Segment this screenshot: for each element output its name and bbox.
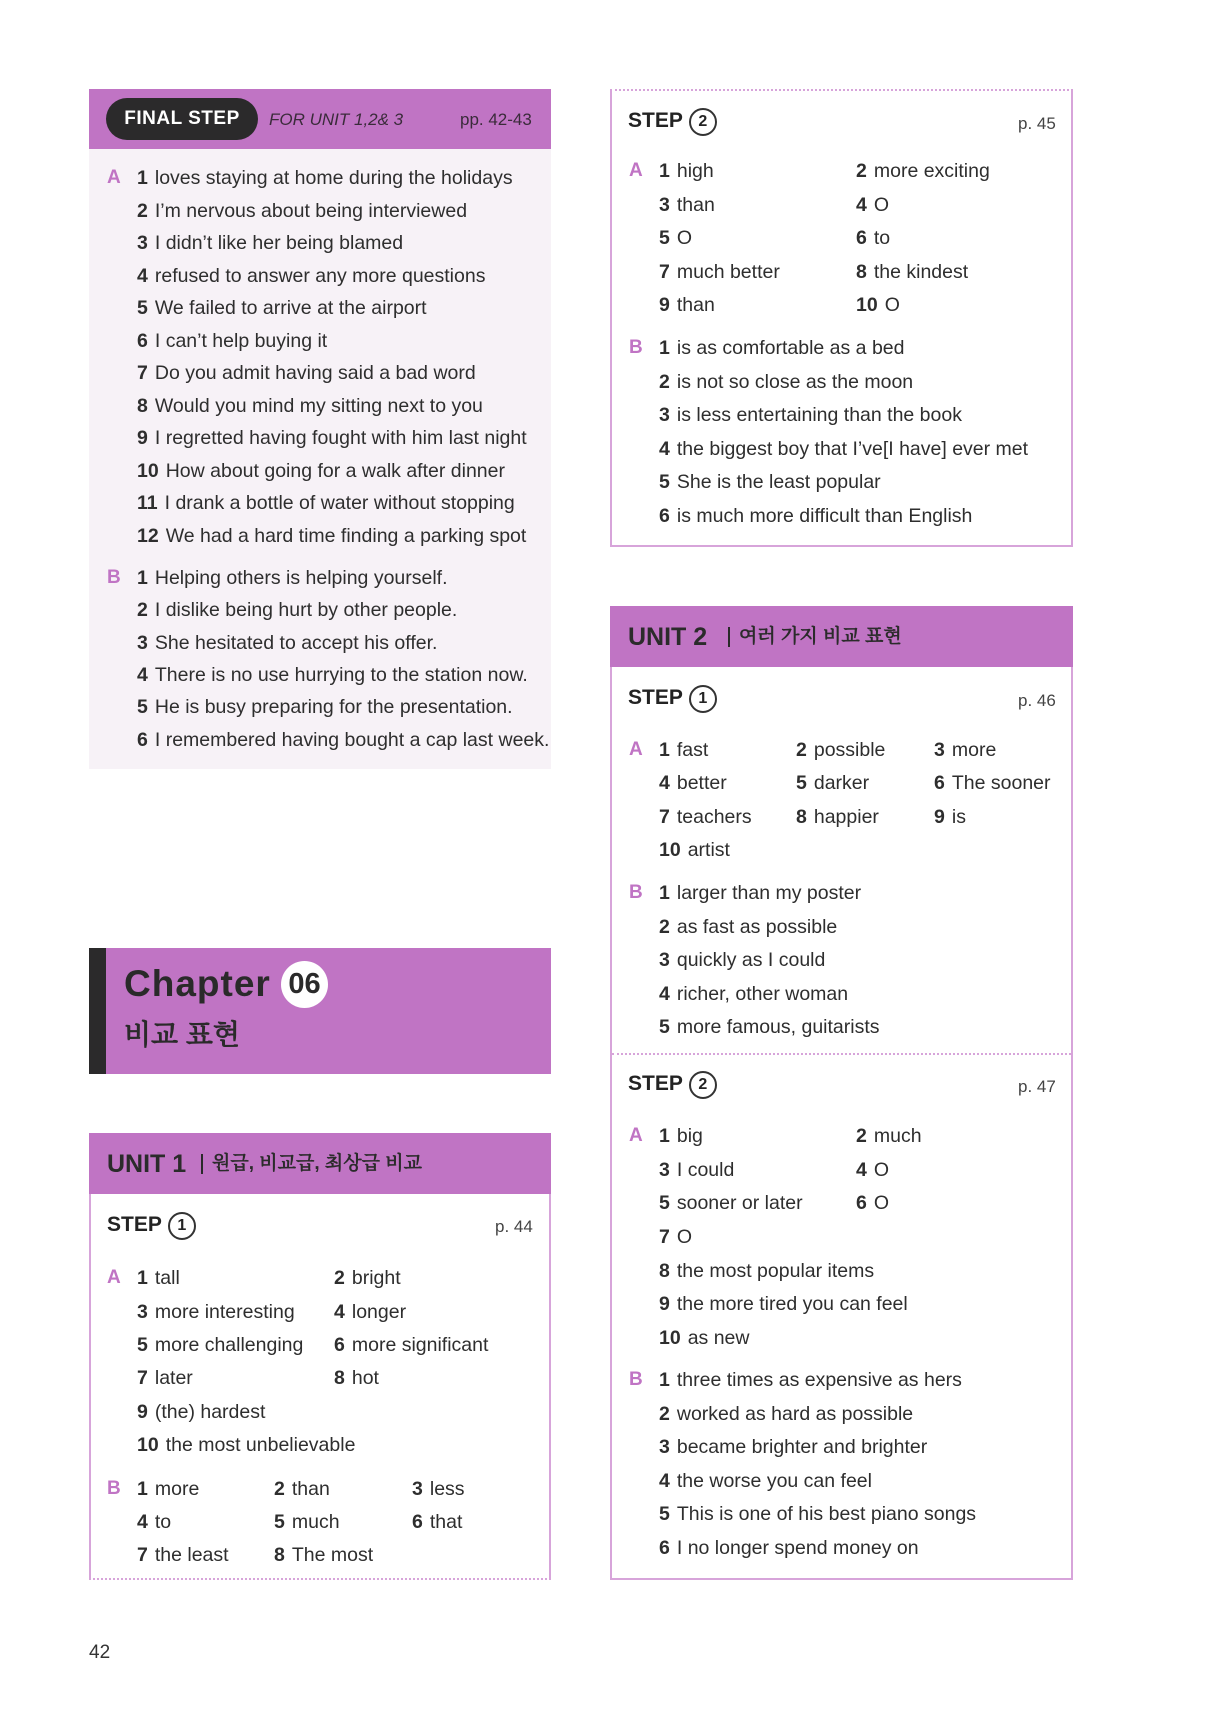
unit1-page: p. 44 [495, 1217, 533, 1236]
step-label: STEP [628, 686, 683, 709]
unit2-title: 여러 가지 비교 표현 [739, 626, 902, 647]
answer-number: 12 [137, 524, 159, 547]
answer-text: the biggest boy that I’ve[I have] ever met [676, 437, 1029, 460]
answer-number: 2 [334, 1267, 345, 1289]
answer-text: I dislike being hurt by other people. [154, 599, 458, 622]
answer-number: 3 [659, 1159, 670, 1181]
answer-text: artist [687, 839, 730, 861]
answer-number: 6 [856, 227, 867, 249]
answer-item [137, 1333, 303, 1357]
answer-item [659, 838, 730, 862]
answer-text: She hesitated to accept his offer. [154, 631, 438, 654]
answer-text: more [951, 739, 997, 761]
answer-text: Would you mind my sitting next to you [154, 394, 483, 417]
answer-item [659, 370, 913, 394]
unit1-step2-page: p. 45 [1018, 114, 1056, 133]
unit2-step-separator [612, 1053, 1071, 1055]
answer-number: 6 [934, 772, 945, 794]
answer-text: Do you admit having said a bad word [154, 362, 476, 384]
answer-text: much better [676, 261, 780, 283]
answer-text: teachers [676, 806, 752, 828]
section-letter: B [107, 567, 121, 588]
section-letter: A [107, 167, 121, 188]
answer-item [796, 738, 885, 762]
answer-item [137, 361, 476, 385]
answer-text: hot [351, 1367, 379, 1389]
answer-number: 3 [659, 949, 670, 972]
answer-item [137, 1433, 355, 1457]
answer-number: 6 [856, 1192, 867, 1214]
answer-item [659, 260, 780, 284]
final-step-subtitle: FOR UNIT 1,2& 3 [269, 110, 404, 129]
answer-item [137, 199, 467, 223]
answer-text: I could [676, 1159, 735, 1181]
answer-text: There is no use hurrying to the station now. [154, 663, 528, 686]
answer-number: 3 [659, 1436, 670, 1459]
answer-text: happier [813, 806, 879, 828]
answer-number: 2 [796, 739, 807, 761]
section-letter: A [629, 160, 643, 181]
answer-item [659, 1015, 880, 1039]
answer-text: (the) hardest [154, 1401, 266, 1423]
answer-text: three times as expensive as hers [676, 1369, 962, 1391]
answer-number: 1 [659, 1125, 670, 1147]
answer-text: O [873, 1159, 890, 1181]
answer-text: We failed to arrive at the airport [154, 297, 427, 319]
answer-number: 1 [137, 1478, 148, 1500]
answer-text: I’m nervous about being interviewed [154, 199, 468, 222]
answer-number: 8 [137, 394, 148, 417]
answer-item [137, 1300, 295, 1324]
answer-text: I no longer spend money on [676, 1537, 919, 1559]
answer-item [659, 193, 715, 217]
answer-item [659, 1225, 692, 1249]
answer-number: 5 [659, 471, 670, 494]
unit2-step2-page: p. 47 [1018, 1077, 1056, 1096]
answer-text: the kindest [873, 261, 969, 283]
section-letter: B [629, 337, 643, 358]
answer-text: quickly as I could [676, 949, 826, 972]
chapter-word: Chapter [124, 963, 271, 1004]
answer-item [856, 1124, 922, 1148]
answer-item [856, 293, 900, 317]
chapter-title: 비교 표현 [124, 1019, 240, 1050]
answer-text: the more tired you can feel [676, 1293, 908, 1315]
answer-text: O [676, 1226, 693, 1248]
answer-number: 7 [137, 1544, 148, 1566]
section-letter: B [107, 1478, 121, 1499]
answer-text: to [154, 1511, 172, 1533]
answer-item [934, 738, 996, 762]
answer-number: 10 [856, 294, 878, 316]
answer-text: the worse you can feel [676, 1469, 872, 1492]
answer-text: refused to answer any more questions [154, 264, 486, 287]
answer-item [856, 193, 889, 217]
answer-number: 10 [659, 839, 681, 861]
answer-item [659, 915, 837, 939]
answer-number: 10 [137, 459, 159, 482]
answer-text: more famous, guitarists [676, 1016, 880, 1039]
answer-item [137, 598, 457, 622]
answer-text: less [429, 1478, 465, 1500]
answer-item [659, 805, 752, 829]
answer-item [137, 1477, 199, 1501]
answer-item [856, 1158, 889, 1182]
answer-text: is much more difficult than English [676, 505, 973, 527]
answer-item [659, 881, 861, 905]
answer-item [659, 226, 692, 250]
answer-item [137, 1400, 265, 1424]
answer-item [659, 504, 972, 528]
answer-item [137, 695, 513, 719]
answer-item [137, 663, 528, 687]
answer-item [137, 296, 427, 320]
answer-text: He is busy preparing for the presentation. [154, 696, 513, 719]
answer-number: 1 [137, 567, 148, 589]
unit2-label: UNIT 2 [628, 623, 708, 651]
answer-number: 2 [274, 1478, 285, 1500]
answer-number: 5 [137, 297, 148, 319]
answer-item [334, 1266, 401, 1290]
answer-number: 7 [137, 1367, 148, 1389]
unit1-divider [201, 1154, 203, 1174]
answer-text: She is the least popular [676, 471, 881, 494]
answer-number: 1 [659, 882, 670, 904]
answer-number: 9 [934, 806, 945, 828]
answer-item [796, 805, 879, 829]
answer-item [856, 260, 968, 284]
answer-text: O [873, 1192, 890, 1214]
answer-text: I can’t help buying it [154, 329, 328, 352]
answer-text: more [154, 1478, 200, 1500]
answer-text: big [676, 1125, 703, 1147]
answer-text: possible [813, 739, 886, 761]
answer-number: 5 [137, 696, 148, 719]
final-step-pages: pp. 42-43 [460, 110, 532, 129]
answer-text: is not so close as the moon [676, 370, 914, 393]
answer-number: 2 [856, 1125, 867, 1147]
answer-number: 8 [796, 806, 807, 828]
answer-item [137, 459, 505, 483]
answer-text: much [873, 1125, 922, 1147]
answer-item [659, 1292, 908, 1316]
answer-number: 6 [412, 1511, 423, 1533]
answer-item [659, 1469, 872, 1493]
answer-item [274, 1510, 340, 1534]
unit2-divider [728, 627, 730, 647]
answer-text: bright [351, 1267, 401, 1289]
answer-number: 1 [659, 1369, 670, 1391]
page-number: 42 [89, 1642, 111, 1663]
answer-number: 9 [137, 427, 148, 449]
answer-number: 2 [856, 160, 867, 182]
answer-text: This is one of his best piano songs [676, 1503, 977, 1526]
answer-number: 10 [137, 1434, 159, 1456]
answer-number: 4 [659, 1469, 670, 1492]
answer-text: I didn’t like her being blamed [154, 232, 404, 254]
answer-number: 4 [659, 437, 670, 460]
answer-item [659, 1435, 927, 1459]
unit1-step-title [107, 1212, 196, 1240]
answer-item [412, 1477, 465, 1501]
chapter-box-left-bar [89, 948, 106, 1074]
answer-item [659, 293, 715, 317]
unit2-step2-title [628, 1071, 717, 1099]
step-label: STEP [628, 1072, 683, 1095]
answer-text: more interesting [154, 1301, 295, 1323]
answer-number: 9 [659, 1293, 670, 1315]
answer-number: 1 [137, 1267, 148, 1289]
answer-number: 8 [274, 1544, 285, 1566]
answer-text: as fast as possible [676, 915, 838, 938]
answer-number: 7 [659, 261, 670, 283]
answer-number: 3 [934, 739, 945, 761]
answer-number: 4 [856, 194, 867, 216]
answer-item [659, 1326, 750, 1350]
step-number: 2 [689, 108, 717, 136]
answer-item [659, 336, 904, 360]
answer-item [659, 771, 727, 795]
answer-item [659, 159, 714, 183]
section-letter: A [107, 1267, 121, 1288]
unit1-title: 원급, 비교급, 최상급 비교 [212, 1153, 422, 1174]
answer-text: I drank a bottle of water without stopping [164, 492, 515, 514]
final-step-badge-text: FINAL STEP [124, 108, 240, 129]
answer-text: O [884, 294, 900, 316]
answer-text: worked as hard as possible [676, 1402, 914, 1425]
answer-number: 4 [334, 1301, 345, 1323]
answer-number: 11 [137, 492, 158, 514]
answer-number: 7 [659, 806, 670, 828]
answer-item [274, 1477, 330, 1501]
answer-number: 4 [137, 1511, 148, 1533]
answer-number: 1 [137, 167, 148, 189]
answer-text: tall [154, 1267, 180, 1289]
answer-text: O [873, 194, 890, 216]
answer-item [659, 437, 1028, 461]
answer-text: high [676, 160, 714, 182]
unit1-label: UNIT 1 [107, 1150, 187, 1178]
answer-item [856, 159, 990, 183]
answer-item [137, 329, 327, 353]
answer-text: to [873, 227, 891, 249]
answer-number: 5 [659, 227, 670, 249]
answer-number: 5 [659, 1016, 670, 1039]
answer-item [659, 1402, 913, 1426]
answer-item [856, 1191, 889, 1215]
answer-item [856, 226, 890, 250]
step-number: 1 [168, 1212, 196, 1240]
answer-text: is less entertaining than the book [676, 404, 962, 427]
answer-item [934, 805, 966, 829]
answer-text: richer, other woman [676, 982, 849, 1005]
answer-item [137, 1366, 193, 1390]
answer-item [137, 1510, 171, 1534]
chapter-number: 06 [288, 968, 321, 1000]
answer-text: sooner or later [676, 1192, 803, 1214]
answer-number: 3 [137, 631, 148, 654]
answer-number: 4 [856, 1159, 867, 1181]
answer-text: that [429, 1511, 463, 1533]
answer-number: 3 [137, 232, 148, 254]
answer-number: 2 [137, 599, 148, 622]
answer-item [137, 524, 526, 548]
answer-number: 5 [659, 1192, 670, 1214]
answer-number: 2 [659, 915, 670, 938]
answer-item [137, 491, 515, 515]
answer-number: 6 [659, 505, 670, 527]
answer-text: is as comfortable as a bed [676, 337, 905, 359]
answer-text: We had a hard time finding a parking spot [165, 524, 527, 547]
answer-number: 3 [659, 404, 670, 427]
answer-item [659, 738, 708, 762]
answer-text: more challenging [154, 1334, 304, 1356]
answer-number: 5 [137, 1334, 148, 1356]
answer-item [137, 394, 483, 418]
answer-text: is [951, 806, 966, 828]
answer-text: later [154, 1367, 193, 1389]
answer-item [659, 1158, 734, 1182]
answer-item [659, 1536, 919, 1560]
answer-number: 8 [659, 1260, 670, 1282]
answer-item [137, 566, 448, 590]
answer-number: 8 [856, 261, 867, 283]
answer-number: 6 [137, 329, 148, 352]
answer-text: I regretted having fought with him last night [154, 427, 527, 449]
answer-text: the most unbelievable [165, 1434, 356, 1456]
answer-number: 2 [659, 370, 670, 393]
answer-number: 5 [796, 772, 807, 794]
answer-text: the most popular items [676, 1260, 875, 1282]
answer-item [137, 231, 403, 255]
answer-text: The most [291, 1544, 374, 1566]
step-number: 1 [689, 685, 717, 713]
answer-number: 3 [659, 194, 670, 216]
answer-text: more exciting [873, 160, 990, 182]
answer-text: darker [813, 772, 870, 794]
unit2-step1-title [628, 685, 717, 713]
answer-text: than [676, 294, 715, 316]
answer-number: 7 [659, 1226, 670, 1248]
answer-number: 2 [659, 1402, 670, 1425]
answer-item [334, 1366, 379, 1390]
answer-item [659, 403, 962, 427]
answer-item [659, 1368, 962, 1392]
answer-number: 5 [659, 1503, 670, 1526]
step-label: STEP [628, 109, 683, 132]
answer-number: 1 [659, 739, 670, 761]
answer-text: fast [676, 739, 709, 761]
answer-number: 4 [137, 264, 148, 287]
answer-text: the least [154, 1544, 229, 1566]
answer-item [659, 1502, 976, 1526]
answer-item [137, 728, 549, 752]
answer-number: 10 [659, 1327, 681, 1349]
answer-number: 2 [137, 199, 148, 222]
answer-number: 1 [659, 160, 670, 182]
answer-number: 6 [659, 1537, 670, 1559]
unit1-step2-title [628, 108, 717, 136]
answer-item [659, 1124, 703, 1148]
answer-number: 4 [659, 982, 670, 1005]
answer-number: 7 [137, 362, 148, 384]
answer-text: O [676, 227, 693, 249]
answer-number: 4 [137, 663, 148, 686]
answer-text: as new [687, 1327, 750, 1349]
answer-item [274, 1543, 373, 1567]
answer-text: loves staying at home during the holidays [154, 167, 513, 189]
answer-text: How about going for a walk after dinner [165, 459, 505, 482]
answer-number: 9 [659, 294, 670, 316]
answer-number: 6 [137, 728, 148, 751]
answer-item [934, 771, 1051, 795]
step-label: STEP [107, 1213, 162, 1236]
answer-text: Helping others is helping yourself. [154, 567, 448, 589]
answer-text: than [676, 194, 715, 216]
answer-number: 1 [659, 337, 670, 359]
answer-item [137, 166, 513, 190]
answer-text: The sooner [951, 772, 1051, 794]
answer-text: I remembered having bought a cap last week. [154, 728, 550, 751]
answer-number: 4 [659, 772, 670, 794]
answer-item [334, 1300, 406, 1324]
answer-item [796, 771, 869, 795]
answer-item [137, 264, 485, 288]
answer-text: much [291, 1511, 340, 1533]
answer-text: became brighter and brighter [676, 1436, 928, 1459]
unit2-step1-page: p. 46 [1018, 691, 1056, 710]
answer-item [659, 948, 825, 972]
answer-item [334, 1333, 488, 1357]
step-number: 2 [689, 1071, 717, 1099]
answer-number: 8 [334, 1367, 345, 1389]
answer-item [137, 631, 437, 655]
answer-number: 9 [137, 1401, 148, 1423]
answer-item [137, 426, 527, 450]
answer-item [137, 1266, 180, 1290]
answer-number: 6 [334, 1334, 345, 1356]
section-letter: B [629, 1369, 643, 1390]
section-letter: A [629, 1125, 643, 1146]
answer-item [137, 1543, 229, 1567]
answer-text: longer [351, 1301, 407, 1323]
answer-item [412, 1510, 462, 1534]
answer-item [659, 1191, 803, 1215]
section-letter: A [629, 739, 643, 760]
answer-number: 5 [274, 1511, 285, 1533]
answer-number: 3 [412, 1478, 423, 1500]
answer-number: 3 [137, 1301, 148, 1323]
answer-item [659, 470, 881, 494]
answer-text: better [676, 772, 727, 794]
answer-text: larger than my poster [676, 882, 862, 904]
section-letter: B [629, 882, 643, 903]
answer-item [659, 1259, 874, 1283]
answer-text: more significant [351, 1334, 489, 1356]
answer-item [659, 982, 848, 1006]
answer-text: than [291, 1478, 330, 1500]
